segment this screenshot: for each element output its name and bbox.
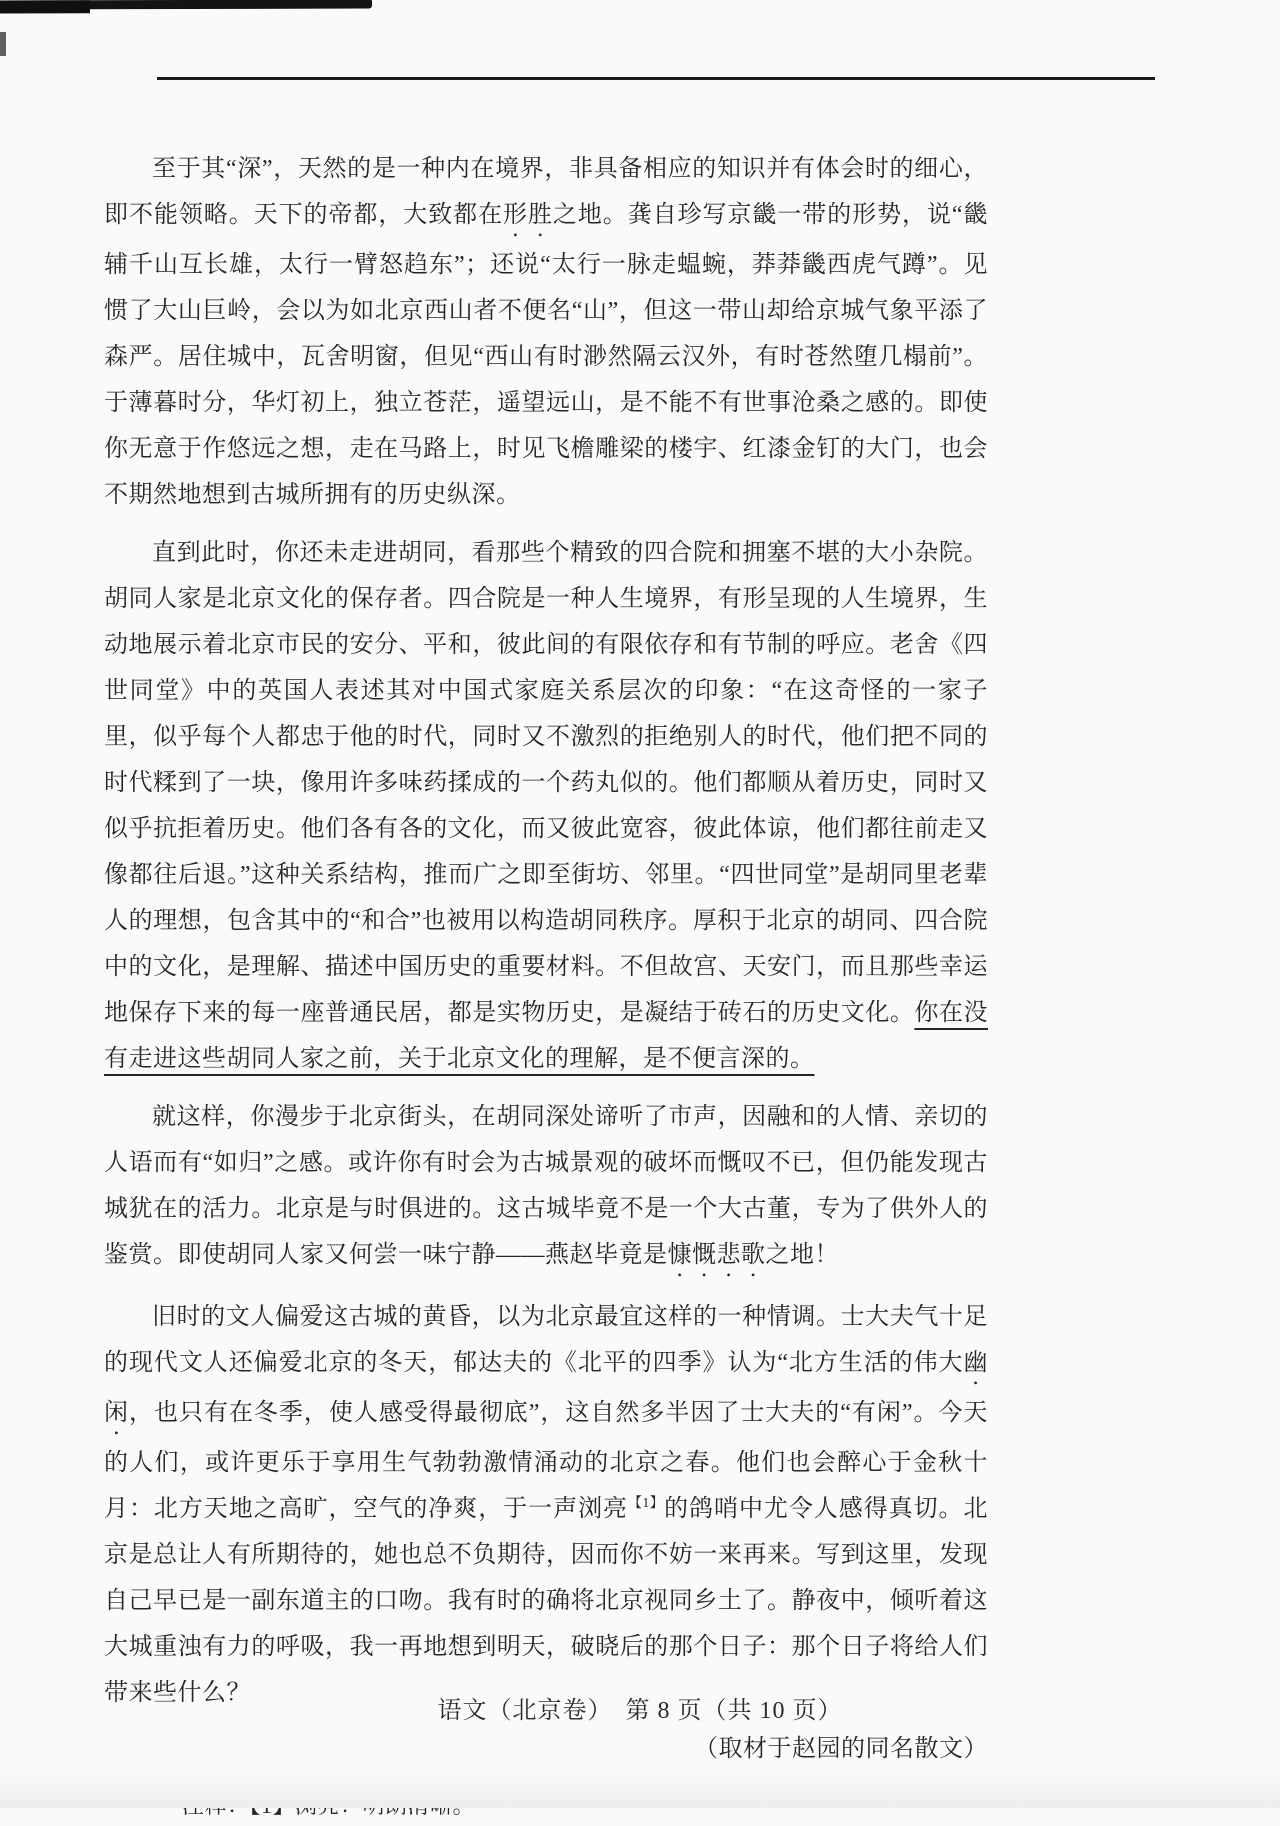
scan-bottom-shade — [0, 1768, 1280, 1808]
text-run: 就这样，你漫步于北京街头，在胡同深处谛听了市声，因融和的人情、亲切的人语而有“如归”之感。或许你有时会为古城景观的破坏而慨叹不已，但仍能发现古城犹在的活力。北京是与时俱进的。这古城毕竟不是一个大古董，专为了供外人的鉴赏。即使胡同人家又何尝一味宁静——燕赵毕竟是 — [104, 1104, 988, 1268]
text-run: 的鸽哨中尤令人感得真切。北京是总让人有所期待的，她也总不负期待，因而你不妨一来再来。写到这里，发现自己早已是一副东道主的口吻。我有时的确将北京视同乡土了。静夜中，倾听着这大城重浊有力的呼吸，我一再地想到明天，破晓后的那个日子：那个日子将给人们带来些什么？ — [104, 1496, 989, 1706]
scan-artifact-left-mark — [0, 32, 6, 56]
text-run: 【1】 — [627, 1496, 665, 1511]
page-footer: 语文（北京卷） 第 8 页（共 10 页） — [437, 1698, 843, 1724]
article-body — [104, 146, 988, 1826]
scan-artifact-top-bar — [0, 0, 372, 9]
text-run: ，也只有在冬季，使人感受得最彻底”，这自然多半因了士大夫的“有闲”。今天的人们，或许更乐于享用生气勃勃激情涌动的北京之春。他们也会醉心于金秋十月：北方天地之高旷，空气的净爽，于一声浏亮 — [104, 1400, 988, 1522]
text-run: 慷慨悲歌 — [667, 1242, 766, 1268]
paragraph — [104, 530, 988, 1082]
text-run: 幽闲 — [104, 1350, 988, 1426]
attribution-line: （取材于赵园的同名散文） — [694, 1736, 988, 1762]
text-run: 直到此时，你还未走进胡同，看那些个精致的四合院和拥塞不堪的大小杂院。胡同人家是北京文化的保存者。四合院是一种人生境界，有形呈现的人生境界，生动地展示着北京市民的安分、平和，彼此间的有限依存和有节制的呼应。老舍《四世同堂》中的英国人表述其对中国式家庭关系层次的印象：“在这奇怪的一家子里，似乎每个人都忠于他的时代，同时又不激烈的拒绝别人的时代，他们把不同的时代糅到了一块，像用许多味药揉成的一个药丸似的。他们都顺从着历史，同时又似乎抗拒着历史。他们各有各的文化，而又彼此宽容，彼此体谅，他们都往前走又像都往后退。”这种关系结构，推而广之即至街坊、邻里。“四世同堂”是胡同里老辈人的理想，包含其中的“和合”也被用以构造胡同秩序。厚积于北京的胡同、四合院中的文化，是理解、描述中国历史的重要材料。不但故宫、天安门，而且那些幸运地保存下来的每一座普通民居，都是实物历史，是凝结于砖石的历史文化。 — [104, 540, 988, 1026]
text-run: 你在没有走进这些胡同人家之前，关于北京文化的理解，是不便言深的。 — [104, 1000, 989, 1072]
text-run: 旧时的文人偏爱这古城的黄昏，以为北京最宜这样的一种情调。士大夫气十足的现代文人还偏爱北京的冬天，郁达夫的《北平的四季》认为“北方生活的伟大 — [104, 1304, 988, 1376]
paragraph — [104, 1294, 988, 1716]
paragraph — [104, 1094, 988, 1282]
paragraph — [104, 146, 988, 518]
header-rule — [157, 77, 1155, 80]
text-run: 形胜 — [503, 202, 553, 228]
text-run: 至于其“深”，天然的是一种内在境界，非具备相应的知识并有体会时的细心，即不能领略。天下的帝都，大致都在 — [104, 156, 988, 228]
text-run: 之地！ — [765, 1242, 839, 1268]
text-run: 之地。龚自珍写京畿一带的形势，说“畿辅千山互长雄，太行一臂怒趋东”；还说“太行一脉走蝹蜿，莽莽畿西虎气蹲”。见惯了大山巨岭，会以为如北京西山者不便名“山”，但这一带山却给京城气象平添了森严。居住城中，瓦舍明窗，但见“西山有时渺然隔云汉外，有时苍然堕几榻前”。于薄暮时分，华灯初上，独立苍茫，遥望远山，是不能不有世事沧桑之感的。即使你无意于作悠远之想，走在马路上，时见飞檐雕梁的楼宇、红漆金钉的大门，也会不期然地想到古城所拥有的历史纵深。 — [104, 202, 989, 508]
